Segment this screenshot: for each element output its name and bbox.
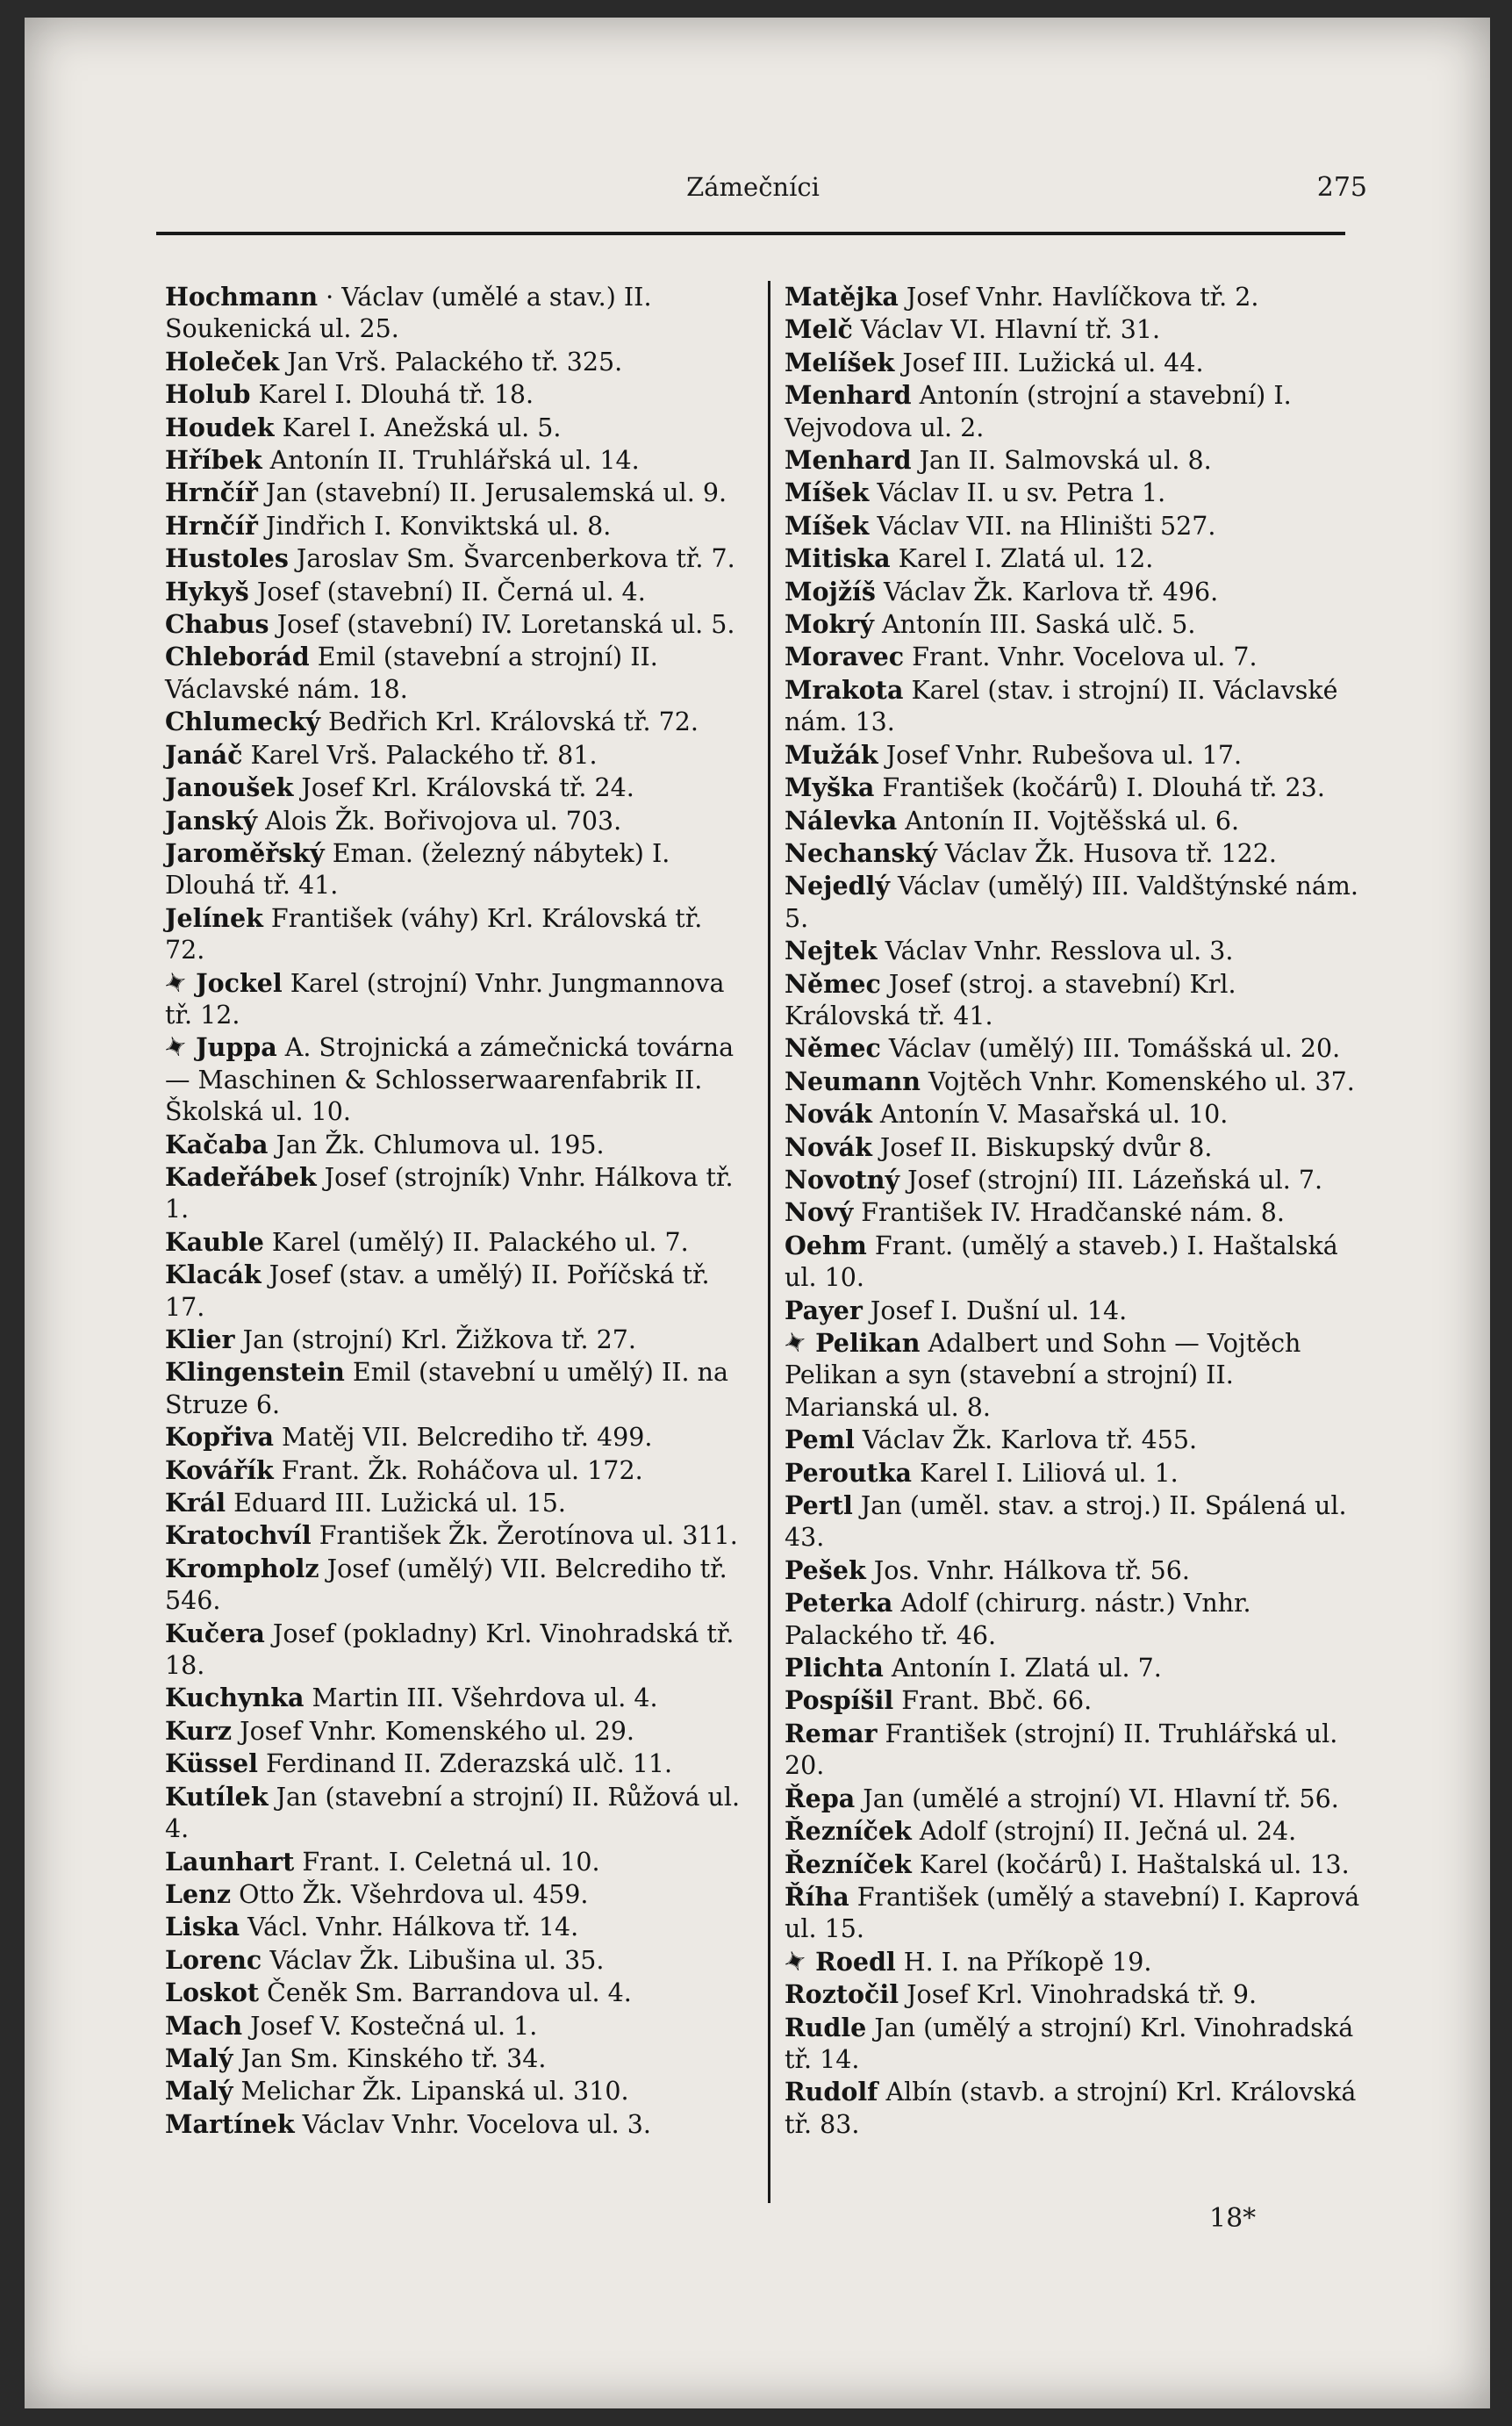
directory-entry xyxy=(165,2108,744,2141)
entry-details: Antonín I. Zlatá ul. 7. xyxy=(883,1654,1162,1683)
directory-entry xyxy=(165,1487,744,1519)
page-title: Zámečníci xyxy=(686,172,820,202)
entry-surname: Král xyxy=(165,1488,226,1518)
entry-surname: Myška xyxy=(785,772,875,803)
directory-entry xyxy=(165,378,744,411)
entry-surname: Kauble xyxy=(165,1226,264,1257)
entry-surname: Remar xyxy=(785,1718,878,1748)
directory-entry xyxy=(785,1978,1364,2011)
directory-entry xyxy=(785,576,1364,608)
directory-entry xyxy=(165,706,744,738)
entry-details: Josef (strojní) III. Lázeňská ul. 7. xyxy=(899,1165,1323,1195)
entry-surname: Rudolf xyxy=(785,2077,878,2107)
directory-entry xyxy=(165,1846,744,1878)
entry-details: Martin III. Všehrdova ul. 4. xyxy=(304,1683,658,1713)
entry-details: Václav (umělý) III. Valdštýnské nám. 5. xyxy=(785,872,1358,933)
entry-details: Eman. (železný nábytek) I. Dlouhá tř. 41. xyxy=(165,838,670,901)
entry-details: Jos. Vnhr. Hálkova tř. 56. xyxy=(865,1555,1190,1585)
directory-entry xyxy=(165,1324,744,1356)
directory-entry xyxy=(165,1356,744,1421)
directory-entry xyxy=(785,1881,1364,1946)
entry-details: Adalbert und Sohn — Vojtěch Pelikan a syn (stavební a strojní) II. Marianská ul. 8. xyxy=(785,1329,1301,1422)
entry-surname: Hrnčíř xyxy=(165,510,258,541)
entry-surname: Küssel xyxy=(165,1748,258,1779)
entry-surname: Kuchynka xyxy=(165,1683,305,1713)
directory-entry xyxy=(785,772,1364,804)
entry-details: Ferdinand II. Zderazská ulč. 11. xyxy=(257,1749,673,1779)
entry-surname: Kratochvíl xyxy=(165,1520,312,1551)
entry-surname: Pospíšil xyxy=(785,1685,894,1716)
directory-entry xyxy=(165,2075,744,2107)
directory-entry xyxy=(785,837,1364,870)
directory-entry xyxy=(785,1295,1364,1327)
manufacturer-mark-icon: ✦ xyxy=(779,1324,812,1362)
directory-entry xyxy=(160,1030,744,1128)
entry-details: Antonín II. Truhlářská ul. 14. xyxy=(262,446,640,476)
directory-entry xyxy=(165,1259,744,1324)
entry-surname: Melč xyxy=(785,314,853,345)
directory-entry xyxy=(165,1977,744,2009)
entry-details: Václav VII. na Hliništi 527. xyxy=(869,511,1216,541)
entry-surname: Jelínek xyxy=(165,902,263,933)
entry-surname: Kučera xyxy=(165,1618,265,1648)
directory-entry xyxy=(165,1553,744,1618)
entry-details: Jan (stavební a strojní) II. Růžová ul. 4. xyxy=(165,1782,741,1844)
directory-entry xyxy=(785,641,1364,673)
entry-surname: Mokrý xyxy=(785,609,874,640)
directory-entry xyxy=(165,1748,744,1780)
entry-surname: Payer xyxy=(785,1295,863,1325)
entry-details: Josef Vnhr. Rubešova ul. 17. xyxy=(878,740,1243,770)
entry-details: František Žk. Žerotínova ul. 311. xyxy=(311,1521,738,1551)
entry-surname: Krompholz xyxy=(165,1553,319,1583)
entry-surname: Roedl xyxy=(815,1946,896,1977)
entry-surname: Kutílek xyxy=(165,1781,269,1812)
entry-details: Václav Vnhr. Vocelova ul. 3. xyxy=(294,2109,651,2139)
entry-details: Jan (strojní) Krl. Žižkova tř. 27. xyxy=(234,1325,636,1354)
entry-details: Frant. I. Celetná ul. 10. xyxy=(294,1847,600,1877)
entry-details: Adolf (chirurg. nástr.) Vnhr. Palackého tř. 46. xyxy=(785,1589,1251,1650)
entry-details: Karel I. Dlouhá tř. 18. xyxy=(250,380,534,410)
entry-surname: Oehm xyxy=(785,1230,867,1260)
entry-details: František (strojní) II. Truhlářská ul. 20. xyxy=(785,1719,1338,1781)
entry-details: Václav Žk. Karlova tř. 455. xyxy=(854,1425,1198,1455)
entry-surname: Janoušek xyxy=(165,772,294,803)
entry-surname: Klingenstein xyxy=(165,1357,345,1388)
entry-surname: Chleborád xyxy=(165,642,310,672)
directory-entry xyxy=(165,2042,744,2075)
entry-surname: Němec xyxy=(785,1033,881,1064)
directory-entry xyxy=(785,1783,1364,1815)
entry-details: Jan II. Salmovská ul. 8. xyxy=(911,446,1212,476)
directory-entry xyxy=(785,1815,1364,1848)
entry-surname: Moravec xyxy=(785,642,905,672)
entry-details: Adolf (strojní) II. Ječná ul. 24. xyxy=(911,1817,1297,1847)
entry-surname: Mrakota xyxy=(785,674,904,705)
entry-surname: Liska xyxy=(165,1912,240,1942)
entry-details: Bedřich Krl. Královská tř. 72. xyxy=(319,707,699,737)
entry-details: Karel I. Anežská ul. 5. xyxy=(274,413,562,442)
entry-surname: Jaroměřský xyxy=(165,837,325,868)
header-rule xyxy=(156,232,1345,235)
directory-entry xyxy=(785,281,1364,313)
entry-surname: Novák xyxy=(785,1099,872,1130)
entry-surname: Pelikan xyxy=(815,1328,921,1358)
entry-surname: Menhard xyxy=(785,380,912,411)
entry-surname: Nálevka xyxy=(785,805,898,836)
entry-details: Antonín (strojní a stavební) I. Vejvodova ul. 2. xyxy=(785,381,1292,442)
entry-details: Albín (stavb. a strojní) Krl. Královská tř. 83. xyxy=(785,2078,1357,2139)
directory-entry xyxy=(785,1131,1364,1164)
entry-surname: Matějka xyxy=(785,282,899,312)
entry-details: Josef (stroj. a stavební) Krl. Královská tř. 41. xyxy=(785,969,1236,1030)
entry-details: Jaroslav Sm. Švarcenberkova tř. 7. xyxy=(288,544,735,574)
entry-details: František (váhy) Krl. Královská tř. 72. xyxy=(165,903,703,965)
entry-surname: Rudle xyxy=(785,2012,867,2042)
directory-entry xyxy=(779,1943,1364,1981)
entry-surname: Jockel xyxy=(196,967,283,998)
entry-surname: Roztočil xyxy=(785,1979,899,2010)
directory-entry xyxy=(785,1230,1364,1295)
entry-surname: Mojžíš xyxy=(785,576,876,606)
manufacturer-mark-icon: ✦ xyxy=(160,965,192,1001)
directory-entry xyxy=(165,1226,744,1259)
directory-entry xyxy=(785,444,1364,477)
entry-details: Josef Vnhr. Havlíčkova tř. 2. xyxy=(898,283,1259,312)
entry-details: Jan Vrš. Palackého tř. 325. xyxy=(279,347,623,377)
entry-details: Karel I. Zlatá ul. 12. xyxy=(890,544,1154,574)
directory-entry xyxy=(165,1129,744,1161)
entry-details: Jan (umělý a strojní) Krl. Vinohradská tř. 14. xyxy=(785,2013,1354,2074)
entry-surname: Míšek xyxy=(785,477,870,508)
entry-surname: Peterka xyxy=(785,1588,893,1619)
directory-entry xyxy=(165,444,744,477)
entry-surname: Nechanský xyxy=(785,837,937,868)
directory-entry xyxy=(785,2076,1364,2141)
entry-details: Josef (pokladny) Krl. Vinohradská tř. 18. xyxy=(165,1619,735,1681)
directory-entry xyxy=(785,739,1364,772)
entry-details: Frant. Žk. Roháčova ul. 172. xyxy=(273,1455,643,1485)
directory-entry xyxy=(160,965,744,1032)
entry-surname: Peml xyxy=(785,1425,855,1455)
directory-entry xyxy=(165,1781,744,1846)
entry-details: Jan (stavební) II. Jerusalemská ul. 9. xyxy=(257,478,727,508)
directory-entry xyxy=(785,935,1364,967)
entry-surname: Juppa xyxy=(196,1032,277,1063)
directory-entry xyxy=(165,1618,744,1683)
entry-surname: Řezníček xyxy=(785,1816,912,1847)
entry-details: Josef (stavební) II. Černá ul. 4. xyxy=(248,577,646,606)
book-page xyxy=(25,18,1490,2408)
directory-entry xyxy=(785,1098,1364,1130)
directory-entry xyxy=(165,1911,744,1943)
entry-details: Matěj VII. Belcrediho tř. 499. xyxy=(273,1423,653,1453)
entry-surname: Loskot xyxy=(165,1977,260,2008)
directory-entry xyxy=(785,1489,1364,1554)
directory-entry xyxy=(785,1032,1364,1065)
entry-details: Josef (stavební) IV. Loretanská ul. 5. xyxy=(269,610,735,640)
entry-surname: Kovářík xyxy=(165,1454,274,1485)
directory-entry xyxy=(165,1878,744,1911)
directory-entry xyxy=(785,477,1364,509)
entry-surname: Kadeřábek xyxy=(165,1161,317,1192)
entry-details: Karel (kočárů) I. Haštalská ul. 13. xyxy=(911,1849,1350,1879)
entry-surname: Řepa xyxy=(785,1783,856,1813)
directory-entry xyxy=(785,510,1364,542)
entry-surname: Říha xyxy=(785,1881,849,1912)
directory-entry xyxy=(785,1684,1364,1717)
entry-surname: Holeček xyxy=(165,346,280,377)
entry-surname: Kačaba xyxy=(165,1129,269,1159)
directory-entry xyxy=(165,1715,744,1748)
entry-surname: Novák xyxy=(785,1131,872,1162)
directory-entry xyxy=(785,1424,1364,1456)
entry-details: Václav Žk. Karlova tř. 496. xyxy=(875,577,1219,606)
entry-surname: Kopřiva xyxy=(165,1422,274,1453)
entry-surname: Malý xyxy=(165,2076,233,2107)
entry-surname: Malý xyxy=(165,2042,233,2073)
directory-entry xyxy=(785,1457,1364,1489)
entry-surname: Mužák xyxy=(785,739,878,770)
entry-details: Josef I. Dušní ul. 14. xyxy=(862,1296,1128,1325)
entry-details: Václav II. u sv. Petra 1. xyxy=(869,478,1166,508)
entry-details: Václav (umělý) III. Tomášská ul. 20. xyxy=(880,1034,1341,1064)
directory-entry xyxy=(785,674,1364,739)
entry-details: Jan Sm. Kinského tř. 34. xyxy=(233,2043,547,2073)
directory-entry xyxy=(165,1519,744,1552)
entry-details: Emil (stavební a strojní) II. Václavské nám. 18. xyxy=(165,642,658,704)
directory-entry xyxy=(165,772,744,804)
directory-entry xyxy=(785,1587,1364,1652)
entry-surname: Neumann xyxy=(785,1066,921,1096)
entry-details: Frant. (umělý a staveb.) I. Haštalská ul. 10. xyxy=(785,1231,1338,1293)
entry-surname: Hrnčíř xyxy=(165,477,258,508)
signature-mark: 18* xyxy=(1209,2203,1257,2234)
entry-details: Václ. Vnhr. Hálkova tř. 14. xyxy=(240,1913,579,1942)
entry-details: Karel Vrš. Palackého tř. 81. xyxy=(242,740,598,770)
entry-surname: Mach xyxy=(165,2010,243,2041)
entry-surname: Pertl xyxy=(785,1490,853,1521)
entry-surname: Hustoles xyxy=(165,543,289,574)
directory-entry xyxy=(165,1421,744,1453)
entry-details: Josef (stav. a umělý) II. Poříčská tř. 17. xyxy=(165,1260,710,1322)
directory-entry xyxy=(165,542,744,575)
page-number: 275 xyxy=(1316,172,1367,203)
directory-entry xyxy=(165,2010,744,2042)
entry-details: Václav Žk. Husova tř. 122. xyxy=(936,838,1277,868)
entry-surname: Mitiska xyxy=(785,543,891,574)
entry-details: Alois Žk. Bořivojova ul. 703. xyxy=(257,806,622,836)
directory-entry xyxy=(165,608,744,641)
directory-entry xyxy=(785,1164,1364,1196)
directory-entry xyxy=(165,576,744,608)
entry-surname: Nejedlý xyxy=(785,871,890,901)
entry-details: Karel (stav. i strojní) II. Václavské nám. 13. xyxy=(785,675,1338,737)
entry-surname: Novotný xyxy=(785,1164,900,1195)
entry-surname: Houdek xyxy=(165,412,275,442)
directory-entry xyxy=(785,1066,1364,1098)
entry-surname: Holub xyxy=(165,379,251,410)
entry-details: Frant. Bbč. 66. xyxy=(893,1686,1093,1716)
directory-entry xyxy=(165,1944,744,1977)
entry-details: František (umělý a stavební) I. Kaprová ul. 15. xyxy=(785,1882,1360,1944)
entry-details: Josef Krl. Královská tř. 24. xyxy=(293,773,634,803)
entry-surname: Pešek xyxy=(785,1554,866,1585)
right-column xyxy=(779,281,1364,2141)
entry-surname: Melíšek xyxy=(785,347,895,377)
directory-entry xyxy=(785,608,1364,641)
directory-entry xyxy=(785,1554,1364,1587)
directory-entry xyxy=(165,1454,744,1487)
entry-details: Jan (umělé a strojní) VI. Hlavní tř. 56. xyxy=(855,1784,1339,1813)
entry-details: Josef Krl. Vinohradská tř. 9. xyxy=(899,1980,1258,2010)
entry-details: Václav Vnhr. Resslova ul. 3. xyxy=(877,937,1234,966)
entry-details: Josef (strojník) Vnhr. Hálkova tř. 1. xyxy=(165,1162,734,1224)
entry-surname: Lenz xyxy=(165,1878,232,1909)
entry-details: Karel (umělý) II. Palackého ul. 7. xyxy=(263,1227,689,1257)
directory-entry xyxy=(165,1682,744,1714)
directory-entry xyxy=(785,313,1364,346)
entry-surname: Launhart xyxy=(165,1846,295,1877)
directory-entry xyxy=(785,347,1364,379)
entry-details: Josef III. Lužická ul. 44. xyxy=(894,348,1204,377)
entry-details: H. I. na Příkopě 19. xyxy=(895,1947,1152,1977)
entry-details: Josef (umělý) VII. Belcrediho tř. 546. xyxy=(165,1554,727,1616)
entry-surname: Nejtek xyxy=(785,936,878,966)
entry-details: František IV. Hradčanské nám. 8. xyxy=(853,1198,1285,1228)
directory-entry xyxy=(785,1718,1364,1783)
entry-surname: Plichta xyxy=(785,1653,884,1683)
entry-details: Eduard III. Lužická ul. 15. xyxy=(226,1489,566,1518)
directory-entry xyxy=(165,739,744,772)
directory-entry xyxy=(785,2012,1364,2077)
directory-entry xyxy=(165,641,744,706)
directory-entry xyxy=(785,968,1364,1033)
entry-details: Karel (strojní) Vnhr. Jungmannova tř. 12. xyxy=(165,968,725,1030)
entry-surname: Němec xyxy=(785,968,881,999)
entry-details: A. Strojnická a zámečnická továrna — Maschinen & Schlosserwaarenfabrik II. Školská ul. 10. xyxy=(165,1033,735,1127)
entry-details: František (kočárů) I. Dlouhá tř. 23. xyxy=(874,773,1325,803)
entry-surname: Hykyš xyxy=(165,576,249,606)
entry-details: Antonín III. Saská ulč. 5. xyxy=(873,610,1196,640)
directory-entry xyxy=(785,805,1364,837)
directory-entry xyxy=(785,379,1364,444)
directory-entry xyxy=(165,477,744,509)
entry-surname: Menhard xyxy=(785,445,912,476)
entry-surname: Martínek xyxy=(165,2108,295,2139)
directory-entry xyxy=(785,1652,1364,1684)
directory-entry xyxy=(779,1324,1364,1424)
entry-surname: Chlumecký xyxy=(165,707,320,737)
directory-entry xyxy=(785,870,1364,935)
directory-entry xyxy=(165,1161,744,1226)
entry-surname: Klacák xyxy=(165,1260,262,1290)
entry-details: Josef V. Kostečná ul. 1. xyxy=(242,2011,538,2041)
entry-details: Karel I. Liliová ul. 1. xyxy=(911,1458,1179,1488)
column-divider xyxy=(768,281,770,2203)
entry-details: Antonín V. Masařská ul. 10. xyxy=(871,1100,1229,1130)
entry-surname: Míšek xyxy=(785,510,870,541)
entry-surname: Kurz xyxy=(165,1715,233,1746)
entry-surname: Janský xyxy=(165,805,258,836)
entry-surname: Klier xyxy=(165,1324,235,1354)
entry-details: Čeněk Sm. Barrandova ul. 4. xyxy=(259,1978,632,2008)
directory-entry xyxy=(165,281,744,346)
manufacturer-mark-icon: ✦ xyxy=(779,1943,812,1981)
entry-surname: Nový xyxy=(785,1197,854,1228)
entry-surname: Chabus xyxy=(165,609,269,640)
entry-details: Antonín II. Vojtěšská ul. 6. xyxy=(897,806,1240,836)
directory-entry xyxy=(785,1196,1364,1229)
directory-entry xyxy=(785,542,1364,575)
directory-entry xyxy=(165,346,744,378)
entry-details: Otto Žk. Všehrdova ul. 459. xyxy=(231,1879,589,1909)
directory-entry xyxy=(165,412,744,444)
directory-entry xyxy=(165,510,744,542)
directory-entry xyxy=(785,1848,1364,1881)
entry-surname: Hříbek xyxy=(165,445,262,476)
entry-surname: Peroutka xyxy=(785,1457,912,1488)
entry-surname: Lorenc xyxy=(165,1944,262,1975)
entry-details: Jan (uměl. stav. a stroj.) II. Spálená ul. 43. xyxy=(785,1491,1347,1553)
manufacturer-mark-icon: ✦ xyxy=(160,1030,192,1066)
entry-details: Václav VI. Hlavní tř. 31. xyxy=(852,315,1161,345)
entry-details: Emil (stavební u umělý) II. na Struze 6. xyxy=(165,1358,728,1419)
entry-details: Jan Žk. Chlumova ul. 195. xyxy=(268,1130,605,1159)
directory-entry xyxy=(165,805,744,837)
entry-surname: Řezníček xyxy=(785,1848,912,1879)
entry-details: Josef II. Biskupský dvůr 8. xyxy=(871,1132,1213,1162)
entry-details: Vojtěch Vnhr. Komenského ul. 37. xyxy=(920,1066,1355,1096)
entry-details: Josef Vnhr. Komenského ul. 29. xyxy=(232,1716,634,1746)
directory-entry xyxy=(165,837,744,902)
entry-surname: Hochmann xyxy=(165,282,319,312)
directory-entry xyxy=(165,902,744,967)
entry-details: · Václav (umělé a stav.) II. Soukenická ul. 25. xyxy=(165,283,652,344)
entry-surname: Janáč xyxy=(165,739,243,770)
entry-details: Melichar Žk. Lipanská ul. 310. xyxy=(233,2077,629,2107)
left-column xyxy=(160,281,744,2141)
entry-details: Frant. Vnhr. Vocelova ul. 7. xyxy=(904,642,1258,672)
entry-details: Jindřich I. Konviktská ul. 8. xyxy=(257,511,612,541)
entry-details: Václav Žk. Libušina ul. 35. xyxy=(262,1945,605,1975)
